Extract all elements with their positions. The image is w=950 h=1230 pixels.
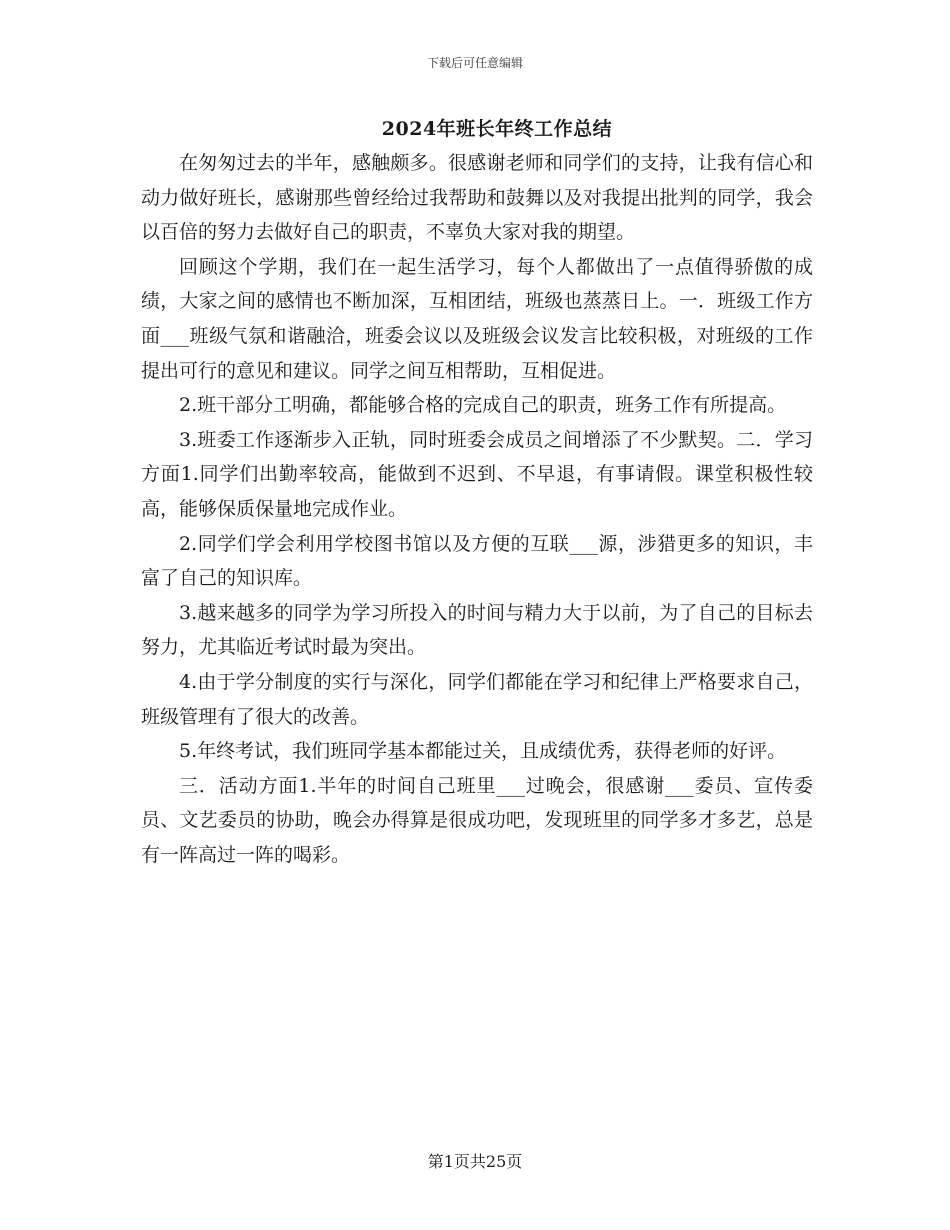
header-note: 下载后可任意编辑 [426,56,523,70]
paragraph: 三．活动方面1.半年的时间自己班里___过晚会，很感谢___委员、宣传委员、文艺委员的协助，晚会办得算是很成功吧，发现班里的同学多才多艺，总是有一阵高过一阵的喝彩。 [141,774,813,866]
paragraph: 3.越来越多的同学为学习所投入的时间与精力大于以前，为了自己的目标去努力，尤其临近考试时最为突出。 [141,601,813,659]
paragraph: 5.年终考试，我们班同学基本都能过关，且成绩优秀，获得老师的好评。 [179,740,787,763]
paragraph: 在匆匆过去的半年，感触颇多。很感谢老师和同学们的支持，让我有信心和动力做好班长，感谢那些曾经给过我帮助和鼓舞以及对我提出批判的同学，我会以百倍的努力去做好自己的职责，不辜负大家对我的期望。 [141,152,813,244]
document-body [141,146,813,872]
page-number: 第1页共25页 [427,1152,523,1171]
paragraph: 回顾这个学期，我们在一起生活学习，每个人都做出了一点值得骄傲的成绩，大家之间的感情也不断加深，互相团结，班级也蒸蒸日上。一．班级工作方面___班级气氛和谐融洽，班委会议以及班级会议发言比较积极，对班级的工作提出可行的意见和建议。同学之间互相帮助，互相促进。 [141,255,813,382]
paragraph: 4.由于学分制度的实行与深化，同学们都能在学习和纪律上严格要求自己，班级管理有了很大的改善。 [141,670,813,728]
document-title: 2024年班长年终工作总结 [381,118,613,140]
paragraph: 3.班委工作逐渐步入正轨，同时班委会成员之间增添了不少默契。二．学习方面1.同学们出勤率较高，能做到不迟到、不早退，有事请假。课堂积极性较高，能够保质保量地完成作业。 [141,428,813,520]
paragraph: 2.班干部分工明确，都能够合格的完成自己的职责，班务工作有所提高。 [179,394,787,417]
paragraph: 2.同学们学会利用学校图书馆以及方便的互联___源，涉猎更多的知识，丰富了自己的知识库。 [141,532,813,590]
